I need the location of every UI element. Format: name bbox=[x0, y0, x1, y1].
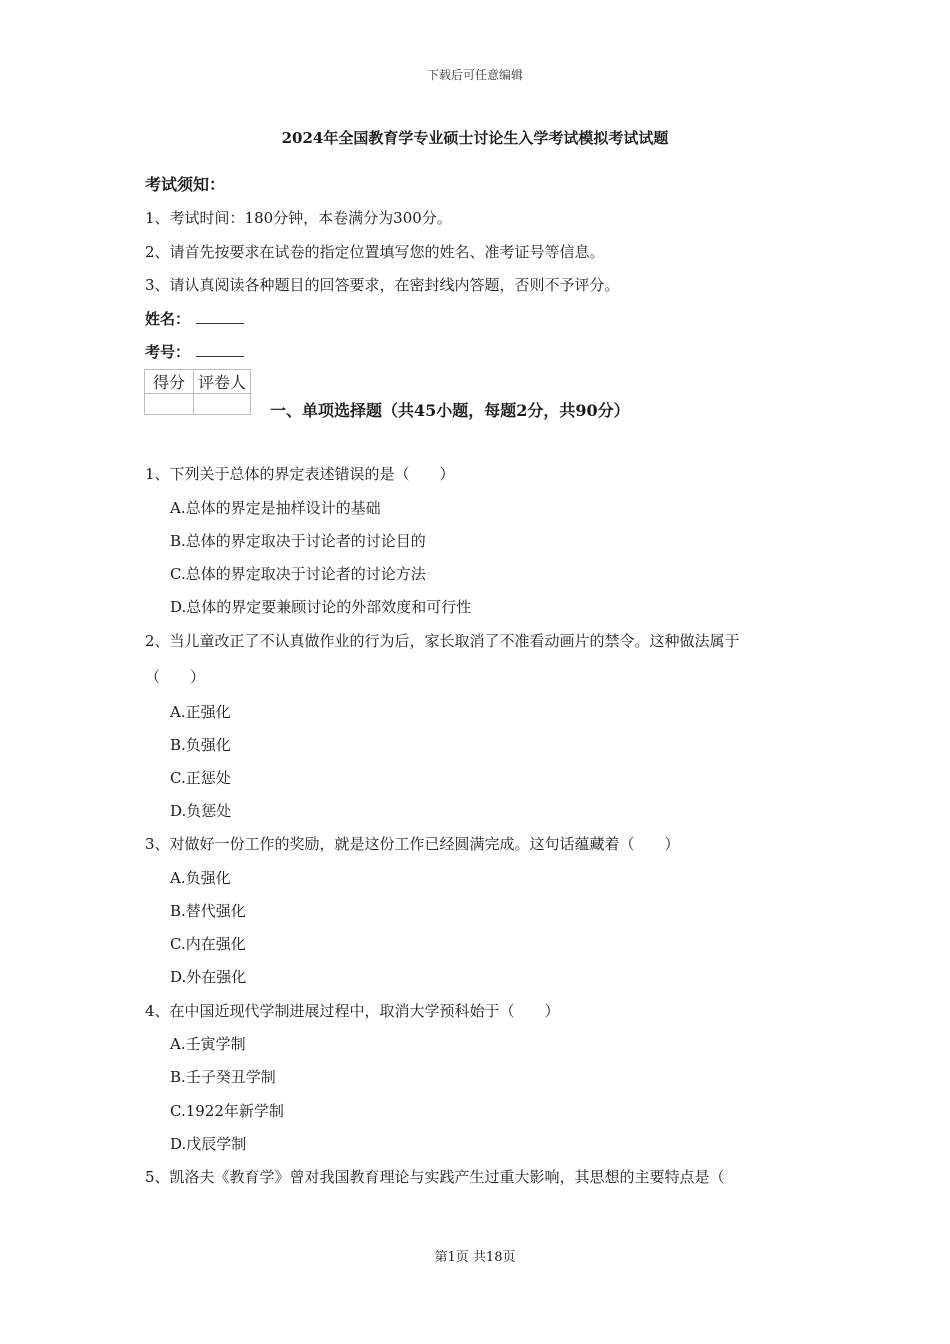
notice-heading: 考试须知： bbox=[145, 175, 226, 194]
grader-header: 评卷人 bbox=[194, 370, 251, 394]
score-cell bbox=[145, 394, 194, 415]
question-stem-continued: （ ） bbox=[145, 668, 206, 686]
question-stem: 1、下列关于总体的界定表述错误的是（ ） bbox=[145, 465, 455, 483]
score-header: 得分 bbox=[145, 370, 194, 394]
name-label: 姓名： bbox=[145, 310, 191, 328]
question-option: B.替代强化 bbox=[170, 902, 246, 920]
question-stem: 5、凯洛夫《教育学》曾对我国教育理论与实践产生过重大影响，其思想的主要特点是（ bbox=[145, 1168, 725, 1186]
section-title: 一、单项选择题（共45小题，每题2分，共90分） bbox=[270, 401, 630, 420]
page-footer: 第1页 共18页 bbox=[434, 1250, 516, 1265]
question-option: C.内在强化 bbox=[170, 935, 246, 953]
header-note: 下载后可任意编辑 bbox=[426, 68, 523, 82]
question-option: A.壬寅学制 bbox=[170, 1035, 246, 1053]
question-option: D.外在强化 bbox=[170, 968, 247, 986]
notice-item: 2、请首先按要求在试卷的指定位置填写您的姓名、准考证号等信息。 bbox=[145, 243, 605, 261]
question-option: C.正惩处 bbox=[170, 769, 231, 787]
question-option: C.总体的界定取决于讨论者的讨论方法 bbox=[170, 565, 426, 583]
question-option: D.负惩处 bbox=[170, 802, 232, 820]
question-option: A.负强化 bbox=[170, 869, 231, 887]
document-title: 2024年全国教育学专业硕士讨论生入学考试模拟考试试题 bbox=[281, 129, 669, 147]
exam-number-blank bbox=[196, 342, 244, 357]
name-blank bbox=[196, 309, 244, 324]
exam-number-label: 考号： bbox=[145, 343, 191, 361]
question-option: B.负强化 bbox=[170, 736, 231, 754]
exam-number-field bbox=[145, 341, 244, 362]
notice-item: 1、考试时间：180分钟，本卷满分为300分。 bbox=[145, 209, 452, 227]
notice-item: 3、请认真阅读各种题目的回答要求，在密封线内答题，否则不予评分。 bbox=[145, 276, 620, 294]
question-stem: 3、对做好一份工作的奖励，就是这份工作已经圆满完成。这句话蕴藏着（ ） bbox=[145, 835, 680, 853]
grader-cell bbox=[194, 394, 251, 415]
question-option: C.1922年新学制 bbox=[170, 1102, 284, 1120]
question-option: A.总体的界定是抽样设计的基础 bbox=[170, 499, 381, 517]
question-stem: 2、当儿童改正了不认真做作业的行为后，家长取消了不准看动画片的禁令。这种做法属于 bbox=[145, 632, 740, 650]
question-option: D.戊辰学制 bbox=[170, 1135, 247, 1153]
question-stem: 4、在中国近现代学制进展过程中，取消大学预科始于（ ） bbox=[145, 1002, 560, 1020]
question-option: B.总体的界定取决于讨论者的讨论目的 bbox=[170, 532, 426, 550]
question-option: D.总体的界定要兼顾讨论的外部效度和可行性 bbox=[170, 598, 472, 616]
question-option: B.壬子癸丑学制 bbox=[170, 1068, 276, 1086]
score-table bbox=[144, 369, 251, 415]
name-field bbox=[145, 308, 244, 329]
question-option: A.正强化 bbox=[170, 703, 231, 721]
